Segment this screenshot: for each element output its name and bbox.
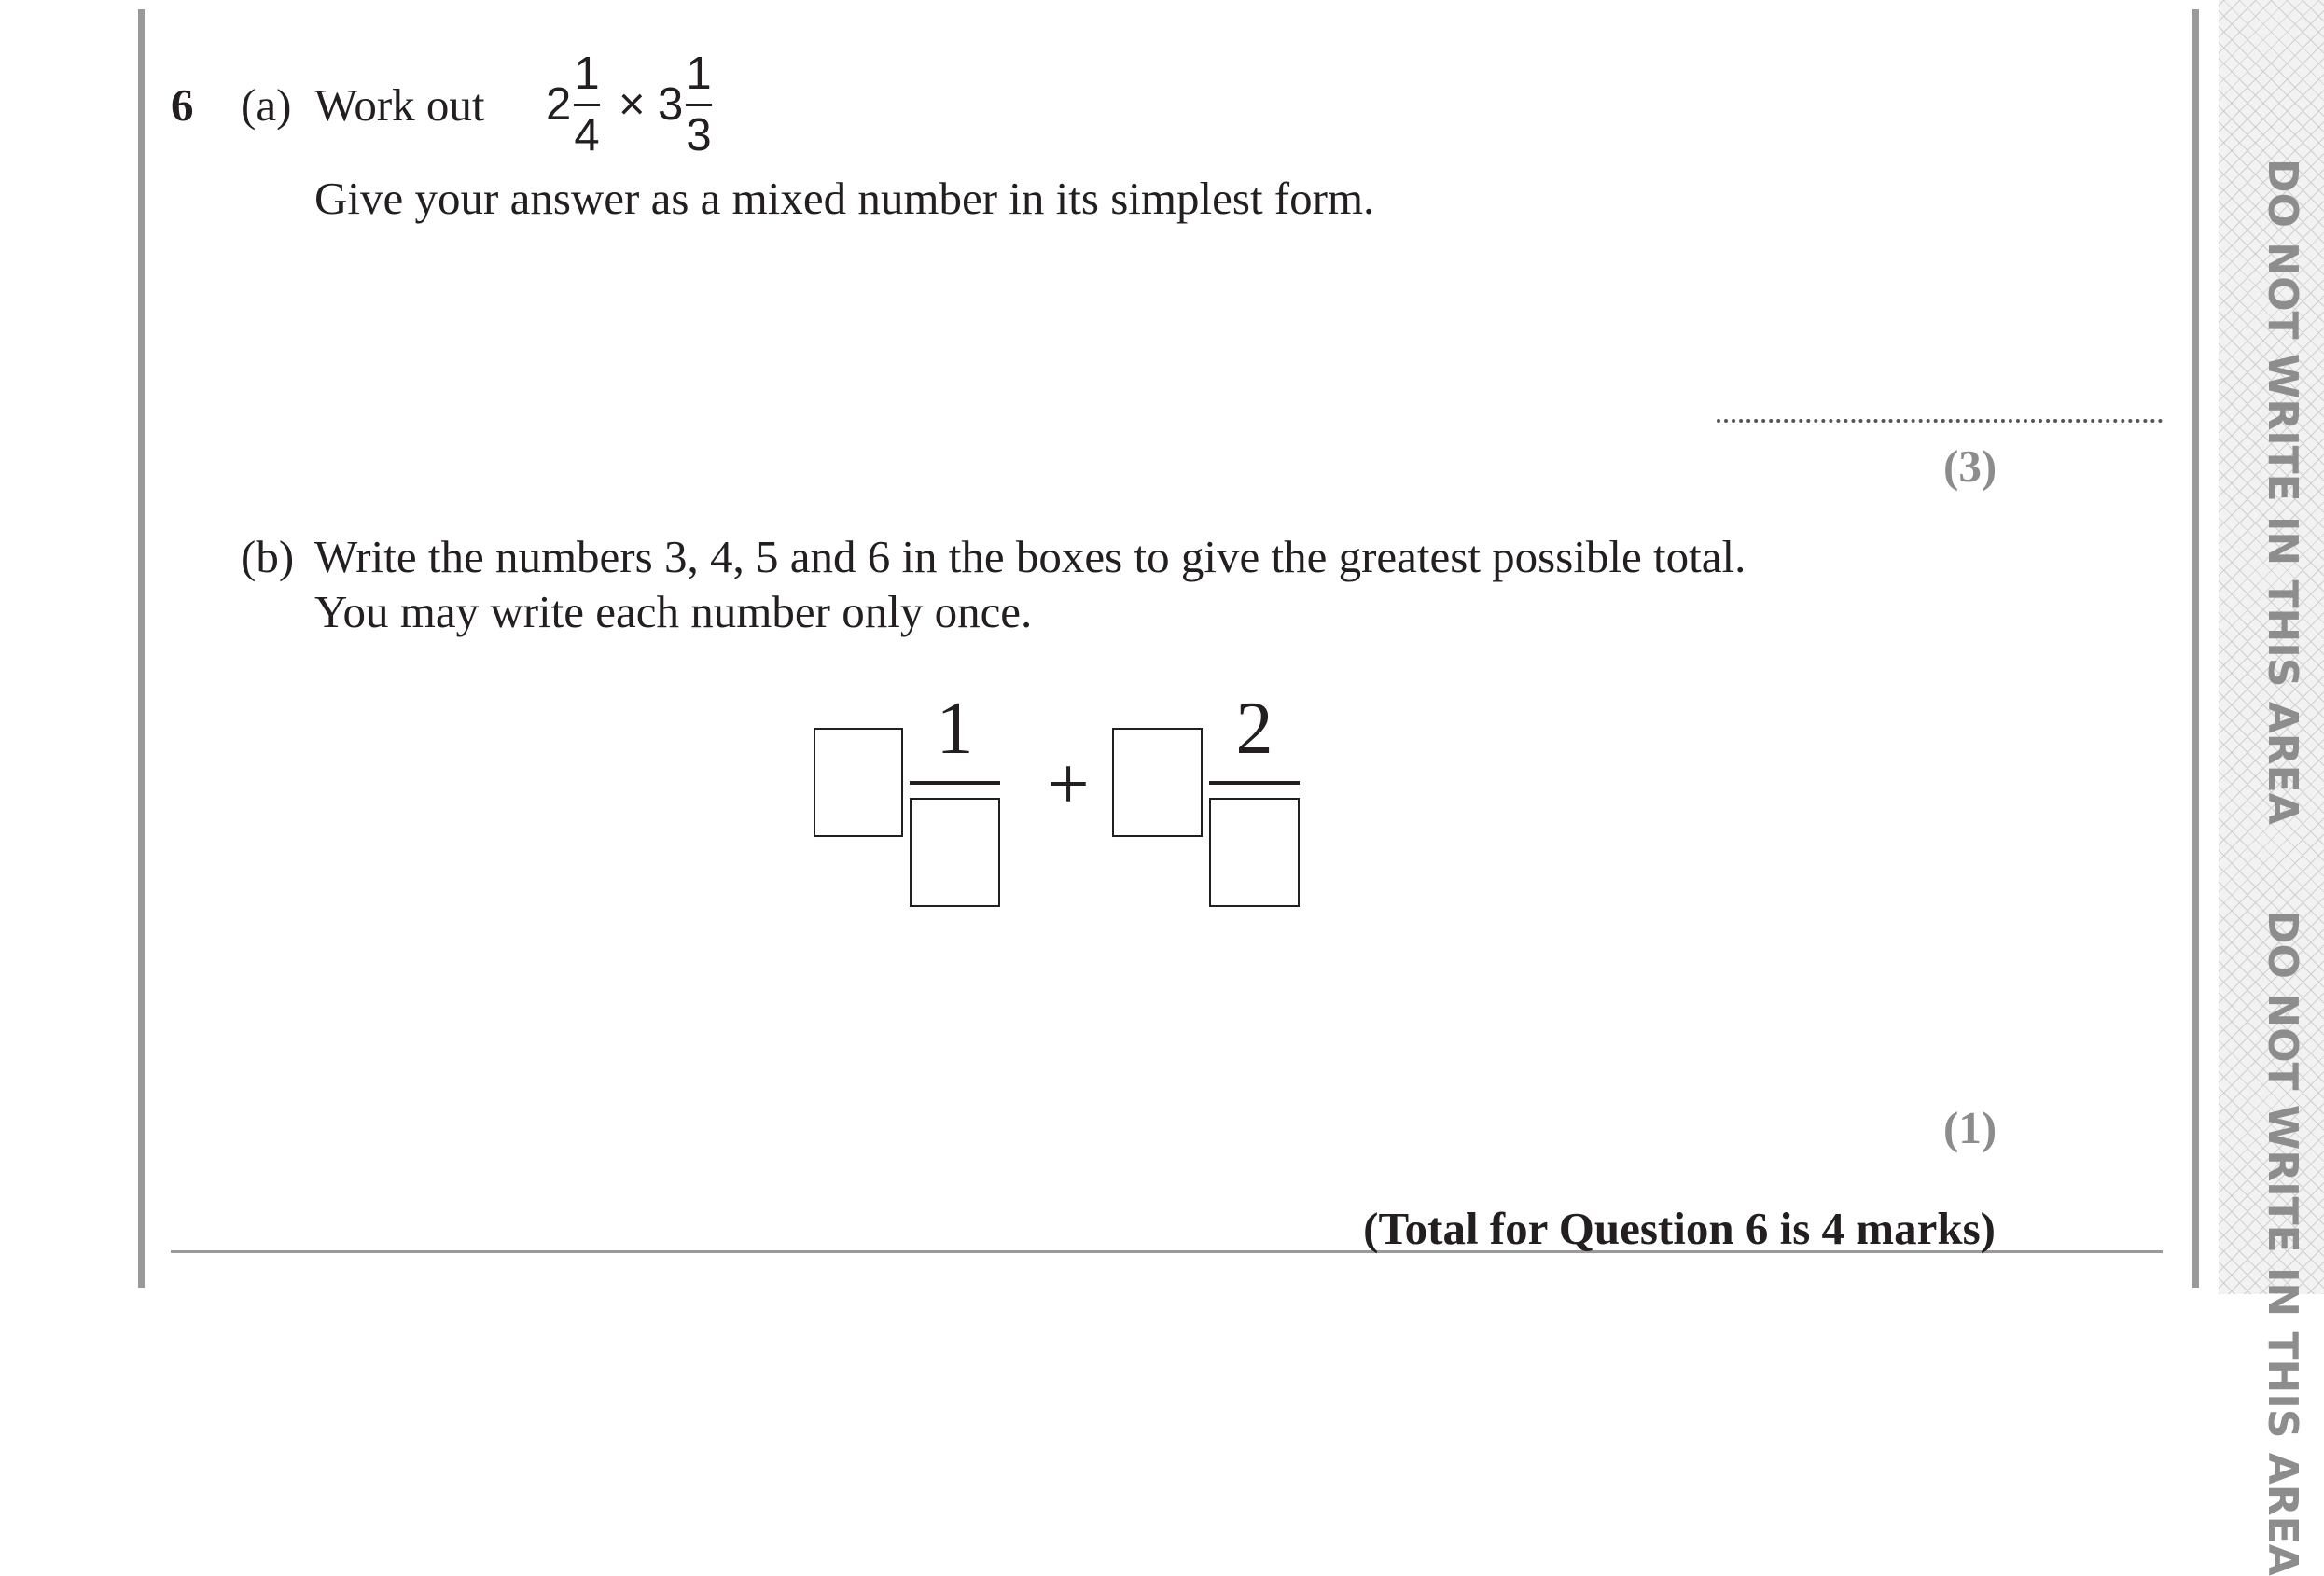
question-total: (Total for Question 6 is 4 marks) — [1363, 1203, 1996, 1254]
fraction-bar-2 — [1209, 781, 1300, 785]
part-a-label: (a) — [241, 79, 292, 131]
first-numerator: 1 — [574, 49, 600, 99]
whole-number-box-2[interactable] — [1112, 728, 1203, 837]
first-fraction-bar — [574, 104, 600, 106]
first-denominator: 4 — [574, 110, 600, 160]
second-fraction-bar — [686, 104, 712, 106]
margin-warning-lower: DO NOT WRITE IN THIS AREA — [2259, 910, 2306, 1576]
part-a-note: Give your answer as a mixed number in its simplest form. — [314, 173, 1375, 224]
denominator-box-1[interactable] — [910, 798, 1000, 907]
fixed-numerator-1: 1 — [936, 688, 974, 770]
second-whole-number: 3 — [658, 79, 684, 130]
left-page-border — [138, 9, 145, 1288]
margin-warning-upper: DO NOT WRITE IN THIS AREA — [2259, 159, 2306, 825]
part-b-marks: (1) — [1943, 1102, 1997, 1153]
multiply-sign: × — [619, 79, 646, 130]
right-page-border — [2192, 9, 2199, 1288]
second-numerator: 1 — [686, 49, 712, 99]
fraction-bar-1 — [910, 781, 1000, 785]
part-b-instruction: Write the numbers 3, 4, 5 and 6 in the boxes to give the greatest possible total. — [314, 531, 1746, 582]
part-b-label: (b) — [241, 531, 295, 582]
second-denominator: 3 — [686, 110, 712, 160]
part-a-instruction: Work out — [314, 79, 485, 131]
part-a-marks: (3) — [1943, 440, 1997, 492]
part-b-note: You may write each number only once. — [314, 586, 1033, 637]
mixed-number-expression — [546, 51, 723, 159]
question-number: 6 — [171, 79, 194, 131]
plus-sign: + — [1047, 744, 1090, 826]
fixed-numerator-2: 2 — [1235, 688, 1273, 770]
answer-line[interactable] — [1717, 419, 2163, 423]
do-not-write-margin — [2219, 0, 2324, 1576]
denominator-box-2[interactable] — [1209, 798, 1300, 907]
first-whole-number: 2 — [546, 79, 572, 130]
whole-number-box-1[interactable] — [814, 728, 903, 837]
